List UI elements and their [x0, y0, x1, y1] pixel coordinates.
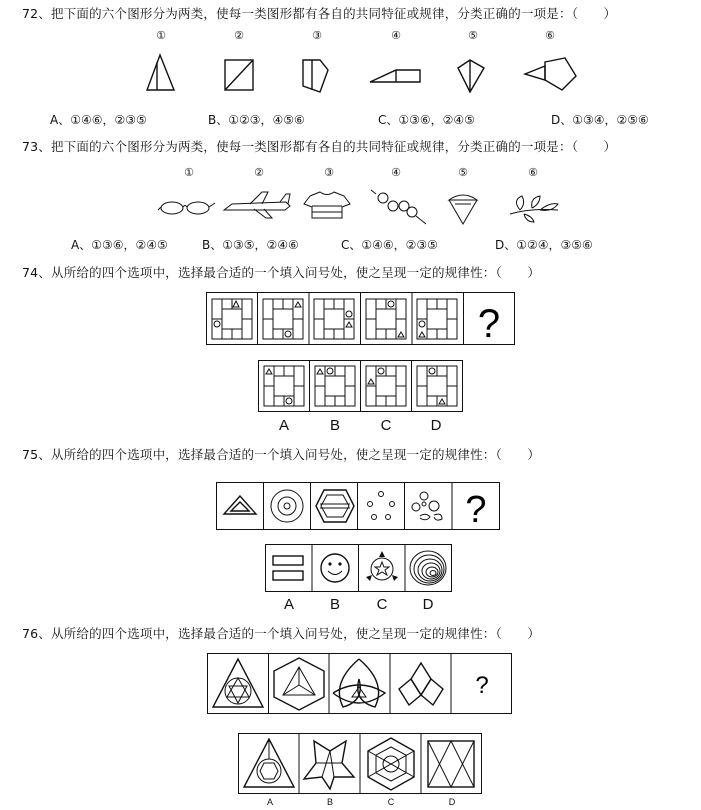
q75-answer-figure-a	[273, 556, 303, 580]
question-75-text: 75、从所给的四个选项中，选择最合适的一个填入问号处，使之呈现一定的规律性：（ ）	[22, 447, 541, 462]
q76-answer-figure-d	[428, 741, 474, 787]
q75-question-mark: ?	[465, 489, 487, 531]
q74-answer-figure-d	[417, 366, 457, 406]
q73-number-6: ⑥	[528, 166, 538, 179]
q74-label-d[interactable]: D	[430, 417, 442, 434]
q75-label-c[interactable]: C	[376, 596, 388, 613]
question-73-text: 73、把下面的六个图形分为两类，使每一类图形都有各自的共同特征或规律，分类正确的一项是：（ ）	[22, 139, 617, 154]
q73-number-1: ①	[184, 166, 194, 179]
q72-figure-square	[225, 60, 253, 90]
q75-label-b[interactable]: B	[329, 596, 340, 613]
question-74-text: 74、从所给的四个选项中，选择最合适的一个填入问号处，使之呈现一定的规律性：（ ）	[22, 265, 541, 280]
q73-figures	[0, 182, 701, 232]
q74-grid-cell-3	[314, 299, 354, 339]
q76-label-b[interactable]: B	[326, 797, 333, 807]
q73-number-4: ④	[391, 166, 401, 179]
q74-grid-cell-5	[417, 299, 457, 339]
q75-figure-2-circles	[271, 490, 303, 522]
q72-figure-triangle	[147, 55, 174, 90]
q75-figure-1-triangles	[224, 496, 256, 514]
q74-label-a[interactable]: A	[278, 417, 289, 434]
q74-question-mark: ?	[477, 302, 501, 346]
question-76-text: 76、从所给的四个选项中，选择最合适的一个填入问号处，使之呈现一定的规律性：（ ）	[22, 626, 541, 641]
q74-sequence	[206, 292, 526, 350]
q74-answer-figure-b	[315, 366, 355, 406]
q74-grid-cell-4	[366, 299, 406, 339]
q72-number-2: ②	[234, 29, 244, 42]
q73-figure-tshirt	[304, 192, 350, 218]
q75-label-a[interactable]: A	[283, 596, 294, 613]
q73-figure-beads	[371, 190, 426, 224]
q73-number-2: ②	[254, 166, 264, 179]
q76-sequence	[207, 653, 517, 717]
q76-answer-figure-b	[304, 741, 354, 789]
q74-grid-cell-2	[263, 299, 303, 339]
q75-figure-5-swirls	[412, 492, 442, 520]
q72-number-6: ⑥	[545, 29, 555, 42]
q73-option-b[interactable]: B、①③⑤，②④⑥	[202, 238, 299, 252]
q72-option-b[interactable]: B、①②③，④⑤⑥	[208, 113, 305, 127]
q72-figure-kite	[458, 60, 484, 92]
q76-label-c[interactable]: C	[387, 797, 395, 807]
q76-figure-3-arcs	[333, 659, 385, 707]
q76-question-mark: ?	[475, 672, 489, 699]
q75-answers	[265, 544, 460, 594]
q73-option-a[interactable]: A、①③⑥，②④⑤	[71, 238, 168, 252]
q72-option-c[interactable]: C、①③⑥，②④⑤	[378, 113, 475, 127]
q72-number-5: ⑤	[468, 29, 478, 42]
q72-figure-pentagon	[525, 58, 576, 90]
q76-answers	[238, 733, 488, 797]
q75-figure-3-hexagons	[316, 490, 354, 522]
q75-answer-figure-b	[321, 554, 349, 582]
q75-label-d[interactable]: D	[422, 596, 434, 613]
q76-label-d[interactable]: D	[448, 797, 456, 807]
q73-figure-leaves	[510, 196, 558, 222]
q76-label-a[interactable]: A	[266, 797, 273, 807]
q73-number-5: ⑤	[458, 166, 468, 179]
q73-number-3: ③	[324, 166, 334, 179]
q72-figure-shield	[303, 60, 328, 92]
q73-figure-ice-cream	[449, 195, 477, 224]
q72-number-3: ③	[312, 29, 322, 42]
q76-answer-figure-a	[244, 739, 294, 787]
q74-answer-figure-c	[366, 366, 406, 406]
q76-figure-4-diamonds	[399, 663, 443, 705]
q72-option-a[interactable]: A、①④⑥，②③⑤	[50, 113, 147, 127]
q75-answer-figure-d	[410, 551, 446, 585]
q72-number-4: ④	[391, 29, 401, 42]
q75-answer-figure-c	[366, 551, 398, 581]
q72-figures	[0, 50, 701, 110]
q72-option-d[interactable]: D、①③④，②⑤⑥	[551, 113, 649, 127]
q74-label-b[interactable]: B	[329, 417, 340, 434]
q73-figure-glasses	[158, 202, 215, 214]
q76-figure-2-hexagon	[274, 658, 324, 710]
q75-figure-4-dots	[368, 492, 395, 520]
q73-figure-airplane	[224, 192, 290, 218]
question-72-text: 72、把下面的六个图形分为两类，使每一类图形都有各自的共同特征或规律，分类正确的一项是：（ ）	[22, 6, 617, 21]
q72-number-1: ①	[156, 29, 166, 42]
q75-sequence	[216, 482, 506, 534]
q76-figure-1-triangle-circle	[213, 659, 263, 707]
q74-answers	[258, 360, 468, 414]
q74-answer-figure-a	[264, 366, 304, 406]
q74-label-c[interactable]: C	[380, 417, 392, 434]
q74-grid-cell-1	[212, 299, 252, 339]
q72-figure-arrow-block	[370, 70, 420, 82]
q73-option-d[interactable]: D、①②④，③⑤⑥	[495, 238, 593, 252]
q73-option-c[interactable]: C、①④⑥，②③⑤	[341, 238, 438, 252]
q76-answer-figure-c	[368, 738, 414, 790]
